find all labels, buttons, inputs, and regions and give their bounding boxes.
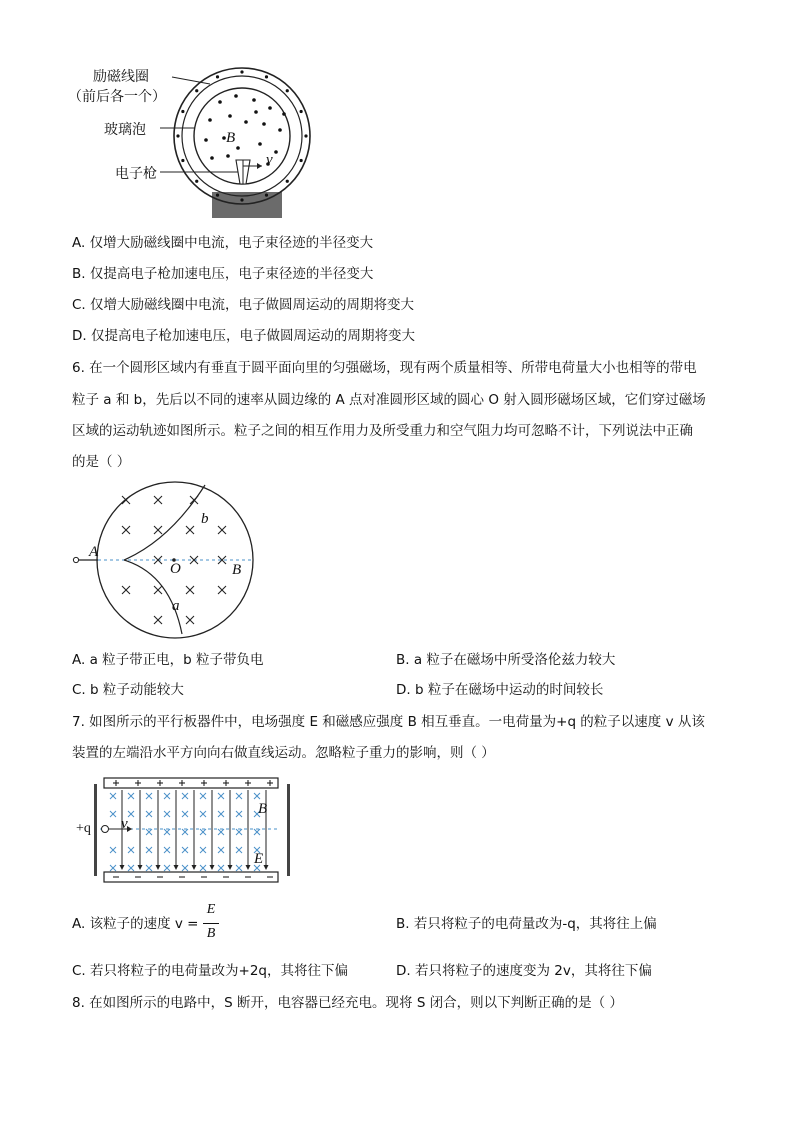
field-cross xyxy=(236,793,242,799)
fraction-denominator: B xyxy=(206,926,216,941)
q7-option-a: A. 该粒子的速度 v = xyxy=(72,916,199,932)
coil-dot xyxy=(286,180,289,183)
q6-stem-line-1: 6. 在一个圆形区域内有垂直于圆平面向里的匀强磁场，现有两个质量相等、所带电荷量大小也相等的带电 xyxy=(72,360,697,376)
field-arrow xyxy=(156,865,161,870)
field-cross xyxy=(200,865,206,871)
coil-dot xyxy=(216,75,219,78)
field-arrow xyxy=(192,865,197,870)
field-cross xyxy=(190,496,198,504)
q6-option-a: A. a 粒子带正电，b 粒子带负电 xyxy=(72,652,264,668)
q7-option-b: B. 若只将粒子的电荷量改为-q，其将往上偏 xyxy=(396,916,657,932)
field-cross xyxy=(154,586,162,594)
field-arrow xyxy=(138,865,143,870)
field-dot xyxy=(262,122,266,126)
field-dot xyxy=(282,112,286,116)
field-cross xyxy=(164,793,170,799)
field-dot xyxy=(278,128,282,132)
q6-stem-line-2: 粒子 a 和 b，先后以不同的速率从圆边缘的 A 点对准圆形区域的圆心 O 射入圆形磁场区域，它们穿过磁场 xyxy=(72,392,706,408)
bulb-label: 玻璃泡 xyxy=(104,122,146,138)
field-cross xyxy=(182,829,188,835)
field-dot xyxy=(210,156,214,160)
center-o-label: O xyxy=(170,561,181,577)
field-cross xyxy=(110,865,116,871)
field-dot xyxy=(258,142,262,146)
field-cross xyxy=(218,829,224,835)
field-cross xyxy=(122,586,130,594)
fraction-numerator: E xyxy=(206,902,216,917)
q5-option-c: C. 仅增大励磁线圈中电流，电子做圆周运动的周期将变大 xyxy=(72,297,415,313)
track-a-label: a xyxy=(172,598,180,614)
field-dot xyxy=(204,138,208,142)
field-dot xyxy=(208,118,212,122)
velocity-label-q7: v xyxy=(121,816,128,832)
field-b-label: B xyxy=(226,130,236,146)
field-arrow xyxy=(228,865,233,870)
coil-dot xyxy=(195,180,198,183)
coil-dot xyxy=(176,134,179,137)
field-cross xyxy=(164,829,170,835)
field-dot xyxy=(268,106,272,110)
coil-dot xyxy=(286,89,289,92)
coil-dot xyxy=(300,159,303,162)
point-a-label: A xyxy=(89,544,99,560)
q7-stem-line-2: 装置的左端沿水平方向向右做直线运动。忽略粒子重力的影响，则（ ） xyxy=(72,745,495,761)
coil-dot xyxy=(195,89,198,92)
field-cross xyxy=(110,793,116,799)
field-cross xyxy=(218,865,224,871)
field-dot xyxy=(252,98,256,102)
field-cross xyxy=(122,496,130,504)
field-cross xyxy=(182,865,188,871)
q8-stem: 8. 在如图所示的电路中，S 断开，电容器已经充电。现将 S 闭合，则以下判断正确的是（ ） xyxy=(72,995,623,1011)
field-cross xyxy=(186,526,194,534)
field-cross xyxy=(254,829,260,835)
field-cross xyxy=(218,586,226,594)
field-cross xyxy=(110,811,116,817)
q6-option-b: B. a 粒子在磁场中所受洛伦兹力较大 xyxy=(396,652,616,668)
field-dot xyxy=(234,94,238,98)
q6-option-d: D. b 粒子在磁场中运动的时间较长 xyxy=(396,682,604,698)
field-arrow xyxy=(120,865,125,870)
field-arrow xyxy=(174,865,179,870)
field-cross xyxy=(254,793,260,799)
field-cross xyxy=(186,616,194,624)
parallel-plate-figure xyxy=(70,772,300,887)
field-cross xyxy=(154,616,162,624)
field-cross xyxy=(182,793,188,799)
coil-label: 励磁线圈 xyxy=(93,69,149,85)
field-cross xyxy=(128,811,134,817)
field-cross xyxy=(200,811,206,817)
field-dot xyxy=(228,114,232,118)
point-b-label: B xyxy=(232,562,242,578)
field-cross xyxy=(128,865,134,871)
field-cross xyxy=(164,847,170,853)
field-cross xyxy=(164,811,170,817)
field-cross xyxy=(218,526,226,534)
field-dot xyxy=(218,100,222,104)
coil-dot xyxy=(181,110,184,113)
field-cross xyxy=(218,793,224,799)
field-cross xyxy=(200,829,206,835)
field-arrow xyxy=(264,865,269,870)
fraction-bar xyxy=(203,923,219,924)
coil-dot xyxy=(181,159,184,162)
field-cross xyxy=(236,847,242,853)
coil-dot xyxy=(216,194,219,197)
field-cross xyxy=(128,847,134,853)
field-cross xyxy=(182,811,188,817)
velocity-label: v xyxy=(266,152,273,168)
field-b-label-q7: B xyxy=(258,801,268,817)
field-cross xyxy=(122,526,130,534)
q7-option-d: D. 若只将粒子的速度变为 2v，其将往下偏 xyxy=(396,963,652,979)
q7-option-c: C. 若只将粒子的电荷量改为+2q，其将往下偏 xyxy=(72,963,348,979)
q5-option-d: D. 仅提高电子枪加速电压，电子做圆周运动的周期将变大 xyxy=(72,328,415,344)
q5-option-a: A. 仅增大励磁线圈中电流，电子束径迹的半径变大 xyxy=(72,235,374,251)
field-e-label-q7: E xyxy=(254,851,264,867)
field-cross xyxy=(146,793,152,799)
field-arrow xyxy=(246,865,251,870)
q7-stem-line-1: 7. 如图所示的平行板器件中，电场强度 E 和磁感应强度 B 相互垂直。一电荷量为+q 的粒子以速度 v 从该 xyxy=(72,714,705,730)
q6-stem-line-4: 的是（ ） xyxy=(72,454,131,470)
field-cross xyxy=(146,811,152,817)
field-cross xyxy=(154,496,162,504)
coil-dot xyxy=(304,134,307,137)
field-cross xyxy=(182,847,188,853)
field-arrow xyxy=(210,865,215,870)
field-cross xyxy=(218,811,224,817)
coil-dot xyxy=(265,75,268,78)
field-dot xyxy=(226,154,230,158)
coil-dot xyxy=(240,70,243,73)
field-cross xyxy=(186,586,194,594)
field-cross xyxy=(146,829,152,835)
field-dot xyxy=(244,120,248,124)
field-cross xyxy=(236,811,242,817)
q6-option-c: C. b 粒子动能较大 xyxy=(72,682,184,698)
field-dot xyxy=(254,110,258,114)
field-cross xyxy=(200,793,206,799)
gun-label: 电子枪 xyxy=(115,166,157,182)
coil-dot xyxy=(240,198,243,201)
field-cross xyxy=(146,847,152,853)
coil-dot xyxy=(300,110,303,113)
field-cross xyxy=(236,829,242,835)
coil-dot xyxy=(265,194,268,197)
field-cross xyxy=(154,526,162,534)
field-dot xyxy=(236,146,240,150)
field-cross xyxy=(110,847,116,853)
field-cross xyxy=(200,847,206,853)
field-cross xyxy=(128,793,134,799)
charge-label: +q xyxy=(76,821,91,836)
coil-note-label: （前后各一个） xyxy=(68,89,166,105)
field-cross xyxy=(164,865,170,871)
field-cross xyxy=(218,847,224,853)
field-cross xyxy=(146,865,152,871)
field-cross xyxy=(236,865,242,871)
q5-option-b: B. 仅提高电子枪加速电压，电子束径迹的半径变大 xyxy=(72,266,374,282)
field-dot xyxy=(274,150,278,154)
q6-stem-line-3: 区域的运动轨迹如图所示。粒子之间的相互作用力及所受重力和空气阻力均可忽略不计，下列说法中正确 xyxy=(72,423,693,439)
track-b-label: b xyxy=(201,511,209,527)
